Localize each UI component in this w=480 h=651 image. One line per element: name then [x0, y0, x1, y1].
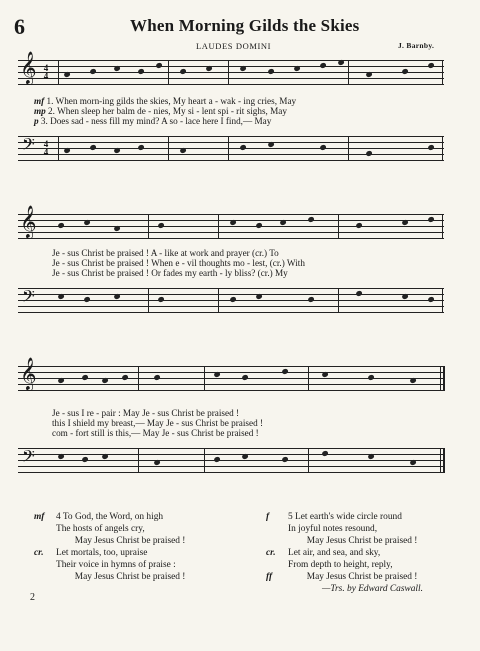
bass-staff-2 — [18, 288, 444, 312]
treble-clef-icon: 𝄞 — [20, 51, 37, 84]
lyric-line: this I shield my breast,— May Je - sus Christ be praised ! — [52, 418, 264, 428]
treble-staff-2 — [18, 205, 444, 238]
lyric-line: p 3. Does sad - ness fill my mind? A so - lace here I find,— May — [34, 116, 272, 126]
stanza-line: The hosts of angels cry, — [56, 524, 145, 534]
tune-name: LAUDES DOMINI — [196, 41, 272, 51]
stanza-line: cr. Let air, and sea, and sky, — [266, 548, 381, 558]
bass-staff-1: 𝄢 4 4 — [18, 136, 444, 160]
translator-credit: —Trs. by Edward Caswall. — [322, 584, 423, 594]
stanza-line: May Jesus Christ be praised ! — [306, 536, 418, 546]
composer-credit: J. Barnby. — [398, 41, 435, 50]
bass-clef-icon: 𝄢 — [22, 286, 35, 310]
lyric-line: com - fort still is this,— May Je - sus Christ be praised ! — [52, 428, 259, 438]
stanza-line: cr. Let mortals, too, upraise — [34, 548, 148, 558]
hymn-title: When Morning Gilds the Skies — [130, 16, 360, 35]
time-signature: 4 4 — [43, 63, 49, 81]
stanza-line: From depth to height, reply, — [288, 560, 393, 570]
lyric-line: Je - sus I re - pair : May Je - sus Christ be praised ! — [52, 408, 240, 418]
stanza-line: Their voice in hymns of praise : — [56, 560, 176, 570]
lyric-line: mp 2. When sleep her balm de - nies, My si - lent spi - rit sighs, May — [34, 106, 287, 116]
bass-clef-icon: 𝄢 — [22, 446, 35, 470]
treble-clef-icon: 𝄞 — [20, 357, 37, 390]
lyric-line: mf 1. When morn-ing gilds the skies, My heart a - wak - ing cries, May — [34, 96, 297, 106]
lyric-line: Je - sus Christ be praised ! When e - vil thoughts mo - lest, (cr.) With — [52, 258, 305, 268]
bass-staff-3 — [18, 448, 444, 472]
bass-clef-icon: 𝄢 — [22, 134, 35, 158]
treble-staff-1 — [18, 51, 444, 84]
treble-clef-icon: 𝄞 — [20, 205, 37, 238]
treble-staff-3 — [18, 357, 444, 390]
page-number: 2 — [30, 592, 35, 603]
stanza-line: f 5 Let earth's wide circle round — [266, 512, 402, 522]
lyric-line: Je - sus Christ be praised ! Or fades my earth - ly bliss? (cr.) My — [52, 268, 288, 278]
stanza-line: mf 4 To God, the Word, on high — [34, 512, 164, 522]
hymn-number: 6 — [14, 14, 25, 39]
stanza-line: May Jesus Christ be praised ! — [74, 536, 186, 546]
stanza-line: May Jesus Christ be praised ! — [74, 572, 186, 582]
lyric-line: Je - sus Christ be praised ! A - like at work and prayer (cr.) To — [52, 248, 279, 258]
stanza-line: ff May Jesus Christ be praised ! — [266, 572, 418, 582]
stanza-line: In joyful notes resound, — [288, 524, 378, 534]
